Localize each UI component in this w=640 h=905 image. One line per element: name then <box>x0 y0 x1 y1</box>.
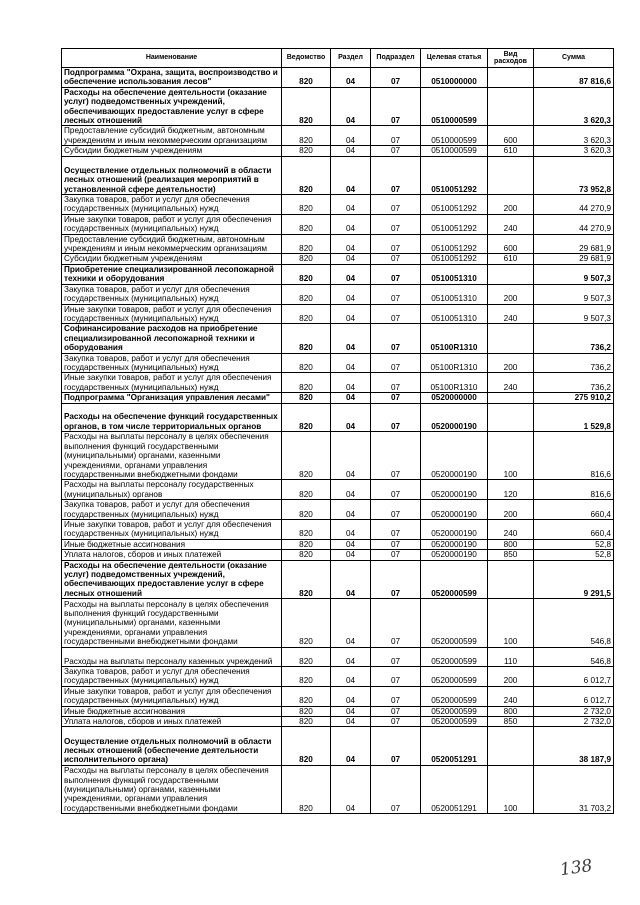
cell-sum: 3 620,3 <box>534 146 614 156</box>
cell-podr: 07 <box>371 264 421 284</box>
cell-podr: 07 <box>371 431 421 479</box>
cell-sum: 73 952,8 <box>534 156 614 194</box>
cell-razd: 04 <box>331 353 371 373</box>
cell-name: Иные закупки товаров, работ и услуг для обеспечения государственных (муниципальных) нужд <box>62 373 282 393</box>
cell-sum: 816,6 <box>534 480 614 500</box>
cell-razd: 04 <box>331 667 371 687</box>
cell-podr: 07 <box>371 539 421 549</box>
cell-name: Субсидии бюджетным учреждениям <box>62 254 282 264</box>
cell-name: Уплата налогов, сборов и иных платежей <box>62 550 282 560</box>
cell-ved: 820 <box>282 667 331 687</box>
cell-razd: 04 <box>331 373 371 393</box>
table-row <box>62 87 614 126</box>
cell-vr <box>488 324 534 353</box>
cell-podr: 07 <box>371 324 421 353</box>
cell-vr: 100 <box>488 599 534 647</box>
cell-podr: 07 <box>371 284 421 304</box>
table-row <box>62 214 614 234</box>
cell-cs: 0520000190 <box>421 550 488 560</box>
cell-ved: 820 <box>282 156 331 194</box>
cell-ved: 820 <box>282 214 331 234</box>
cell-sum: 3 620,3 <box>534 87 614 126</box>
cell-razd: 04 <box>331 431 371 479</box>
cell-ved: 820 <box>282 195 331 215</box>
cell-vr: 800 <box>488 706 534 716</box>
cell-sum: 52,8 <box>534 550 614 560</box>
cell-vr: 610 <box>488 254 534 264</box>
table-row <box>62 431 614 479</box>
cell-ved: 820 <box>282 706 331 716</box>
table-row <box>62 647 614 666</box>
table-row <box>62 765 614 813</box>
cell-sum: 736,2 <box>534 373 614 393</box>
cell-ved: 820 <box>282 431 331 479</box>
table-row <box>62 284 614 304</box>
table-row <box>62 353 614 373</box>
cell-razd: 04 <box>331 304 371 324</box>
cell-vr <box>488 156 534 194</box>
cell-sum: 6 012,7 <box>534 667 614 687</box>
cell-ved: 820 <box>282 519 331 539</box>
cell-podr: 07 <box>371 214 421 234</box>
cell-sum: 2 732,0 <box>534 706 614 716</box>
cell-cs: 0510000599 <box>421 87 488 126</box>
header-ved: Ведомство <box>282 49 331 68</box>
page-number: 138 <box>558 855 594 881</box>
cell-name: Расходы на выплаты персоналу государственных (муниципальных) органов <box>62 480 282 500</box>
table-row <box>62 234 614 254</box>
cell-ved: 820 <box>282 686 331 706</box>
cell-podr: 07 <box>371 146 421 156</box>
cell-razd: 04 <box>331 560 371 599</box>
cell-razd: 04 <box>331 264 371 284</box>
cell-sum: 9 507,3 <box>534 264 614 284</box>
cell-sum: 275 910,2 <box>534 393 614 403</box>
cell-name: Закупка товаров, работ и услуг для обеспечения государственных (муниципальных) нужд <box>62 500 282 520</box>
cell-name: Расходы на обеспечение деятельности (оказание услуг) подведомственных учреждений, обеспечивающих предоставление услуг в сфере лесных отношений <box>62 87 282 126</box>
cell-ved: 820 <box>282 599 331 647</box>
cell-name: Осуществление отдельных полномочий в области лесных отношений (реализация мероприятий в установленной сфере деятельности) <box>62 156 282 194</box>
cell-podr: 07 <box>371 480 421 500</box>
cell-cs: 0510051310 <box>421 264 488 284</box>
cell-name: Расходы на обеспечение функций государственных органов, в том числе территориальных органов <box>62 403 282 431</box>
cell-vr: 110 <box>488 647 534 666</box>
cell-vr: 850 <box>488 717 534 727</box>
header-vr: Вид расходов <box>488 49 534 68</box>
cell-sum: 6 012,7 <box>534 686 614 706</box>
table-row <box>62 706 614 716</box>
cell-sum: 9 507,3 <box>534 304 614 324</box>
cell-ved: 820 <box>282 765 331 813</box>
cell-vr: 240 <box>488 373 534 393</box>
cell-razd: 04 <box>331 403 371 431</box>
cell-cs: 0520051291 <box>421 765 488 813</box>
cell-vr: 100 <box>488 431 534 479</box>
cell-ved: 820 <box>282 373 331 393</box>
cell-vr <box>488 87 534 126</box>
cell-sum: 1 529,8 <box>534 403 614 431</box>
cell-vr: 800 <box>488 539 534 549</box>
cell-vr: 200 <box>488 195 534 215</box>
cell-razd: 04 <box>331 480 371 500</box>
header-sum: Сумма <box>534 49 614 68</box>
cell-razd: 04 <box>331 550 371 560</box>
cell-cs: 0520000000 <box>421 393 488 403</box>
table-row <box>62 519 614 539</box>
cell-cs: 0520000190 <box>421 500 488 520</box>
cell-name: Осуществление отдельных полномочий в области лесных отношений (обеспечение деятельности исполнительного органа) <box>62 727 282 765</box>
cell-cs: 0520000190 <box>421 403 488 431</box>
table-row <box>62 727 614 765</box>
table-row <box>62 146 614 156</box>
cell-razd: 04 <box>331 717 371 727</box>
cell-podr: 07 <box>371 393 421 403</box>
cell-vr: 610 <box>488 146 534 156</box>
cell-cs: 0520000599 <box>421 706 488 716</box>
cell-cs: 0510051292 <box>421 254 488 264</box>
cell-vr: 100 <box>488 765 534 813</box>
cell-cs: 0510000599 <box>421 146 488 156</box>
cell-ved: 820 <box>282 727 331 765</box>
cell-podr: 07 <box>371 126 421 146</box>
cell-cs: 0510051310 <box>421 284 488 304</box>
table-header-row <box>62 49 614 68</box>
cell-ved: 820 <box>282 500 331 520</box>
cell-sum: 87 816,6 <box>534 68 614 88</box>
cell-razd: 04 <box>331 686 371 706</box>
cell-vr: 120 <box>488 480 534 500</box>
cell-podr: 07 <box>371 353 421 373</box>
cell-cs: 0510000000 <box>421 68 488 88</box>
cell-name: Софинансирование расходов на приобретение специализированной лесопожарной техники и оборудования <box>62 324 282 353</box>
cell-vr: 200 <box>488 353 534 373</box>
header-razd: Раздел <box>331 49 371 68</box>
cell-razd: 04 <box>331 195 371 215</box>
cell-podr: 07 <box>371 765 421 813</box>
header-name: Наименование <box>62 49 282 68</box>
cell-podr: 07 <box>371 234 421 254</box>
table-row <box>62 686 614 706</box>
cell-ved: 820 <box>282 353 331 373</box>
cell-razd: 04 <box>331 156 371 194</box>
table-row <box>62 254 614 264</box>
table-row <box>62 667 614 687</box>
cell-sum: 660,4 <box>534 500 614 520</box>
cell-sum: 38 187,9 <box>534 727 614 765</box>
cell-vr: 850 <box>488 550 534 560</box>
cell-name: Расходы на обеспечение деятельности (оказание услуг) подведомственных учреждений, обеспечивающих предоставление услуг в сфере лесных отношений <box>62 560 282 599</box>
cell-name: Расходы на выплаты персоналу в целях обеспечения выполнения функций государственными (муниципальными) органами, казенными учреждениями, органами управления государственными внебюджетными фондами <box>62 431 282 479</box>
cell-vr: 200 <box>488 500 534 520</box>
table-row <box>62 195 614 215</box>
cell-podr: 07 <box>371 550 421 560</box>
cell-cs: 0510051292 <box>421 234 488 254</box>
cell-cs: 0520000599 <box>421 647 488 666</box>
cell-name: Приобретение специализированной лесопожарной техники и оборудования <box>62 264 282 284</box>
table-row <box>62 539 614 549</box>
cell-name: Расходы на выплаты персоналу в целях обеспечения выполнения функций государственными (муниципальными) органами, казенными учреждениями, органами управления государственными внебюджетными фондами <box>62 765 282 813</box>
cell-name: Закупка товаров, работ и услуг для обеспечения государственных (муниципальных) нужд <box>62 195 282 215</box>
cell-sum: 660,4 <box>534 519 614 539</box>
cell-razd: 04 <box>331 393 371 403</box>
cell-cs: 0520000599 <box>421 717 488 727</box>
table-row <box>62 500 614 520</box>
cell-razd: 04 <box>331 539 371 549</box>
cell-ved: 820 <box>282 324 331 353</box>
cell-cs: 0510051310 <box>421 304 488 324</box>
cell-razd: 04 <box>331 234 371 254</box>
cell-name: Подпрограмма "Охрана, защита, воспроизводство и обеспечение использования лесов" <box>62 68 282 88</box>
table-row <box>62 717 614 727</box>
cell-ved: 820 <box>282 539 331 549</box>
cell-ved: 820 <box>282 234 331 254</box>
cell-vr: 600 <box>488 126 534 146</box>
cell-podr: 07 <box>371 727 421 765</box>
cell-cs: 0510000599 <box>421 126 488 146</box>
budget-table <box>61 48 614 814</box>
cell-cs: 0520000190 <box>421 431 488 479</box>
cell-ved: 820 <box>282 717 331 727</box>
cell-vr <box>488 264 534 284</box>
cell-sum: 29 681,9 <box>534 234 614 254</box>
cell-name: Иные закупки товаров, работ и услуг для обеспечения государственных (муниципальных) нужд <box>62 686 282 706</box>
cell-cs: 0520051291 <box>421 727 488 765</box>
cell-vr <box>488 68 534 88</box>
cell-ved: 820 <box>282 146 331 156</box>
cell-vr: 200 <box>488 667 534 687</box>
cell-razd: 04 <box>331 765 371 813</box>
cell-podr: 07 <box>371 156 421 194</box>
cell-name: Расходы на выплаты персоналу в целях обеспечения выполнения функций государственными (муниципальными) органами, казенными учреждениями, органами управления государственными внебюджетными фондами <box>62 599 282 647</box>
cell-name: Субсидии бюджетным учреждениям <box>62 146 282 156</box>
cell-razd: 04 <box>331 87 371 126</box>
cell-name: Расходы на выплаты персоналу казенных учреждений <box>62 647 282 666</box>
cell-sum: 546,8 <box>534 599 614 647</box>
table-row <box>62 599 614 647</box>
cell-razd: 04 <box>331 727 371 765</box>
cell-sum: 9 291,5 <box>534 560 614 599</box>
table-row <box>62 264 614 284</box>
cell-cs: 05100R1310 <box>421 353 488 373</box>
cell-vr <box>488 727 534 765</box>
cell-sum: 44 270,9 <box>534 195 614 215</box>
cell-podr: 07 <box>371 647 421 666</box>
cell-name: Иные закупки товаров, работ и услуг для обеспечения государственных (муниципальных) нужд <box>62 519 282 539</box>
cell-name: Закупка товаров, работ и услуг для обеспечения государственных (муниципальных) нужд <box>62 667 282 687</box>
header-podr: Подраздел <box>371 49 421 68</box>
cell-vr: 240 <box>488 686 534 706</box>
cell-vr <box>488 393 534 403</box>
cell-ved: 820 <box>282 304 331 324</box>
cell-razd: 04 <box>331 68 371 88</box>
cell-ved: 820 <box>282 68 331 88</box>
cell-razd: 04 <box>331 599 371 647</box>
cell-podr: 07 <box>371 560 421 599</box>
table-row <box>62 480 614 500</box>
cell-razd: 04 <box>331 284 371 304</box>
cell-podr: 07 <box>371 403 421 431</box>
cell-ved: 820 <box>282 254 331 264</box>
cell-razd: 04 <box>331 706 371 716</box>
cell-ved: 820 <box>282 550 331 560</box>
table-row <box>62 393 614 403</box>
cell-podr: 07 <box>371 87 421 126</box>
cell-name: Предоставление субсидий бюджетным, автономным учреждениям и иным некоммерческим организациям <box>62 126 282 146</box>
cell-podr: 07 <box>371 500 421 520</box>
cell-cs: 0510051292 <box>421 214 488 234</box>
cell-cs: 0520000190 <box>421 480 488 500</box>
cell-name: Уплата налогов, сборов и иных платежей <box>62 717 282 727</box>
cell-podr: 07 <box>371 686 421 706</box>
cell-podr: 07 <box>371 717 421 727</box>
cell-sum: 736,2 <box>534 353 614 373</box>
table-row <box>62 550 614 560</box>
cell-name: Иные закупки товаров, работ и услуг для обеспечения государственных (муниципальных) нужд <box>62 304 282 324</box>
cell-vr <box>488 560 534 599</box>
cell-razd: 04 <box>331 146 371 156</box>
table-row <box>62 403 614 431</box>
cell-ved: 820 <box>282 647 331 666</box>
cell-podr: 07 <box>371 599 421 647</box>
cell-razd: 04 <box>331 324 371 353</box>
cell-podr: 07 <box>371 519 421 539</box>
cell-podr: 07 <box>371 667 421 687</box>
cell-podr: 07 <box>371 373 421 393</box>
cell-podr: 07 <box>371 195 421 215</box>
table-row <box>62 324 614 353</box>
cell-cs: 0520000599 <box>421 599 488 647</box>
cell-name: Предоставление субсидий бюджетным, автономным учреждениям и иным некоммерческим организациям <box>62 234 282 254</box>
cell-ved: 820 <box>282 480 331 500</box>
cell-name: Подпрограмма "Организация управления лесами" <box>62 393 282 403</box>
cell-vr: 240 <box>488 214 534 234</box>
cell-vr: 600 <box>488 234 534 254</box>
cell-cs: 0510051292 <box>421 156 488 194</box>
cell-sum: 3 620,3 <box>534 126 614 146</box>
cell-cs: 0520000599 <box>421 667 488 687</box>
table-row <box>62 373 614 393</box>
cell-cs: 0520000599 <box>421 560 488 599</box>
cell-cs: 05100R1310 <box>421 373 488 393</box>
cell-cs: 0520000599 <box>421 686 488 706</box>
cell-podr: 07 <box>371 68 421 88</box>
cell-vr: 240 <box>488 304 534 324</box>
cell-name: Иные бюджетные ассигнования <box>62 539 282 549</box>
cell-ved: 820 <box>282 87 331 126</box>
cell-cs: 0520000190 <box>421 539 488 549</box>
cell-razd: 04 <box>331 214 371 234</box>
cell-razd: 04 <box>331 126 371 146</box>
cell-cs: 05100R1310 <box>421 324 488 353</box>
cell-sum: 816,6 <box>534 431 614 479</box>
cell-name: Иные бюджетные ассигнования <box>62 706 282 716</box>
cell-razd: 04 <box>331 500 371 520</box>
cell-vr: 200 <box>488 284 534 304</box>
cell-ved: 820 <box>282 393 331 403</box>
cell-podr: 07 <box>371 304 421 324</box>
cell-ved: 820 <box>282 264 331 284</box>
table-row <box>62 304 614 324</box>
cell-sum: 9 507,3 <box>534 284 614 304</box>
cell-cs: 0510051292 <box>421 195 488 215</box>
cell-ved: 820 <box>282 403 331 431</box>
cell-ved: 820 <box>282 560 331 599</box>
cell-sum: 44 270,9 <box>534 214 614 234</box>
cell-vr: 240 <box>488 519 534 539</box>
cell-sum: 2 732,0 <box>534 717 614 727</box>
cell-ved: 820 <box>282 284 331 304</box>
cell-cs: 0520000190 <box>421 519 488 539</box>
cell-sum: 52,8 <box>534 539 614 549</box>
cell-razd: 04 <box>331 254 371 264</box>
cell-sum: 736,2 <box>534 324 614 353</box>
cell-razd: 04 <box>331 647 371 666</box>
table-row <box>62 126 614 146</box>
cell-name: Иные закупки товаров, работ и услуг для обеспечения государственных (муниципальных) нужд <box>62 214 282 234</box>
cell-name: Закупка товаров, работ и услуг для обеспечения государственных (муниципальных) нужд <box>62 284 282 304</box>
cell-razd: 04 <box>331 519 371 539</box>
cell-podr: 07 <box>371 254 421 264</box>
table-row <box>62 68 614 88</box>
cell-sum: 546,8 <box>534 647 614 666</box>
cell-ved: 820 <box>282 126 331 146</box>
header-cs: Целевая статья <box>421 49 488 68</box>
table-row <box>62 560 614 599</box>
cell-name: Закупка товаров, работ и услуг для обеспечения государственных (муниципальных) нужд <box>62 353 282 373</box>
cell-sum: 31 703,2 <box>534 765 614 813</box>
table-row <box>62 156 614 194</box>
cell-vr <box>488 403 534 431</box>
cell-podr: 07 <box>371 706 421 716</box>
cell-sum: 29 681,9 <box>534 254 614 264</box>
